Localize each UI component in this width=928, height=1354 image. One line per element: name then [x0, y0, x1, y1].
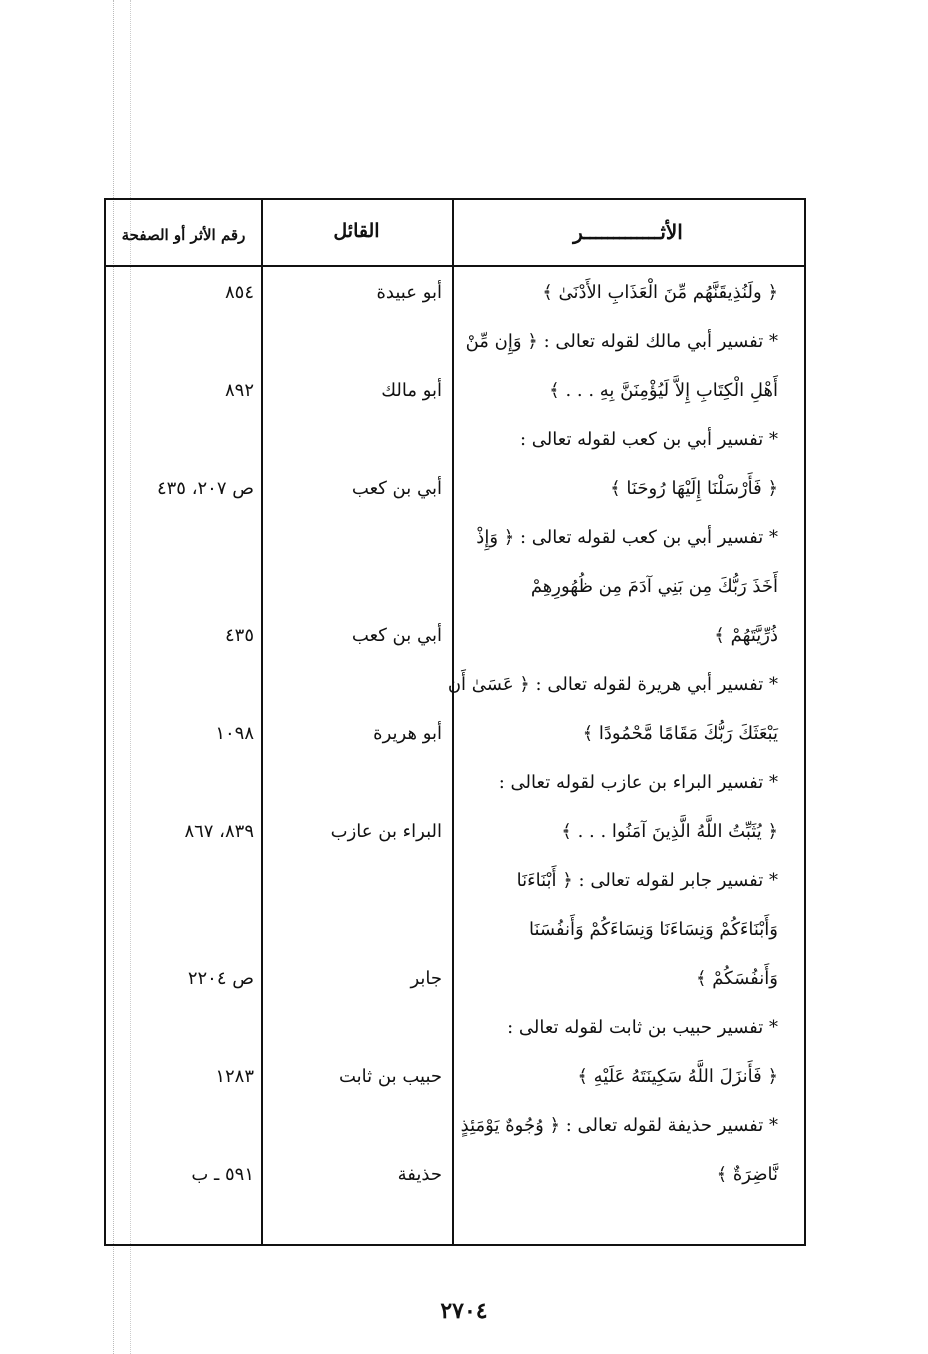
reference-number: ٨٩٢: [224, 380, 254, 401]
reference-number: ٨٥٤: [224, 282, 254, 303]
reference-number: ٤٣٥: [224, 625, 254, 646]
column-divider: [452, 200, 454, 1244]
athar-text-line: أَهْلِ الْكِتَابِ إِلاَّ لَيُؤْمِنَنَّ بِهِ . . . ﴾: [549, 380, 778, 401]
reference-number: ص ٢٠٧، ٤٣٥: [156, 478, 254, 499]
athar-text-line: ﴿ يُثَبِّتُ اللَّهُ الَّذِينَ آمَنُوا . . . ﴾: [561, 821, 778, 842]
athar-text-line: ﴿ فَأَرْسَلْنَا إِلَيْهَا رُوحَنَا ﴾: [610, 478, 778, 499]
speaker-name: أبو عبيدة: [376, 282, 442, 303]
reference-number: ٨٣٩، ٨٦٧: [184, 821, 254, 842]
athar-text-line: ذُرِّيَّتَهُمْ ﴾: [714, 625, 778, 646]
header-ref: رقم الأثر أو الصفحة: [121, 226, 246, 244]
speaker-name: أبو مالك: [381, 380, 442, 401]
athar-text-line: * تفسير جابر لقوله تعالى : ﴿ أَبْنَاءَنَا: [516, 870, 778, 891]
speaker-name: أبو هريرة: [373, 723, 442, 744]
header-athar: الأثـــــــــــــر: [573, 220, 683, 244]
athar-text-line: * تفسير البراء بن عازب لقوله تعالى :: [498, 772, 778, 793]
reference-number: ٥٩١ ـ ب: [191, 1164, 254, 1185]
athar-text-line: نَّاضِرَةٌ ﴾: [716, 1164, 778, 1185]
athar-text-line: * تفسير حذيفة لقوله تعالى : ﴿ وُجُوهٌ يَوْمَئِذٍ: [460, 1115, 778, 1136]
speaker-name: أبي بن كعب: [351, 478, 442, 499]
athar-text-line: ﴿ ولَنُذِيقَنَّهُم مِّنَ الْعَذَابِ الأَدْنَىٰ ﴾: [542, 282, 778, 303]
athar-text-line: يَبْعَثَكَ رَبُّكَ مَقَامًا مَّحْمُودًا ﴾: [582, 723, 778, 744]
athar-text-line: أَخَذَ رَبُّكَ مِن بَنِي آدَمَ مِن ظُهُورِهِمْ: [530, 576, 778, 597]
page-number: ٢٧٠٤: [440, 1298, 488, 1324]
header-divider: [106, 265, 804, 267]
header-speaker: القائل: [333, 220, 380, 242]
speaker-name: أبي بن كعب: [351, 625, 442, 646]
athar-text-line: * تفسير أبي هريرة لقوله تعالى : ﴿ عَسَىٰ أَن: [447, 674, 778, 695]
athar-text-line: وَأَبْنَاءَكُمْ وَنِسَاءَنَا وَنِسَاءَكُمْ وَأَنفُسَنَا: [528, 919, 778, 940]
speaker-name: حذيفة: [397, 1164, 442, 1185]
column-divider: [261, 200, 263, 1244]
athar-text-line: * تفسير حبيب بن ثابت لقوله تعالى :: [507, 1017, 778, 1038]
athar-index-table: [104, 198, 806, 1246]
speaker-name: جابر: [410, 968, 442, 989]
speaker-name: البراء بن عازب: [330, 821, 442, 842]
athar-text-line: * تفسير أبي مالك لقوله تعالى : ﴿ وَإِن مِّنْ: [465, 331, 778, 352]
reference-number: ١٢٨٣: [215, 1066, 254, 1087]
reference-number: ص ٢٢٠٤: [187, 968, 254, 989]
athar-text-line: وَأَنفُسَكُمْ ﴾: [695, 968, 778, 989]
athar-text-line: ﴿ فَأَنزَلَ اللَّهُ سَكِينَتَهُ عَلَيْهِ ﴾: [577, 1066, 778, 1087]
athar-text-line: * تفسير أبي بن كعب لقوله تعالى :: [520, 429, 778, 450]
speaker-name: حبيب بن ثابت: [339, 1066, 442, 1087]
reference-number: ١٠٩٨: [215, 723, 254, 744]
athar-text-line: * تفسير أبي بن كعب لقوله تعالى : ﴿ وَإِذْ: [476, 527, 778, 548]
